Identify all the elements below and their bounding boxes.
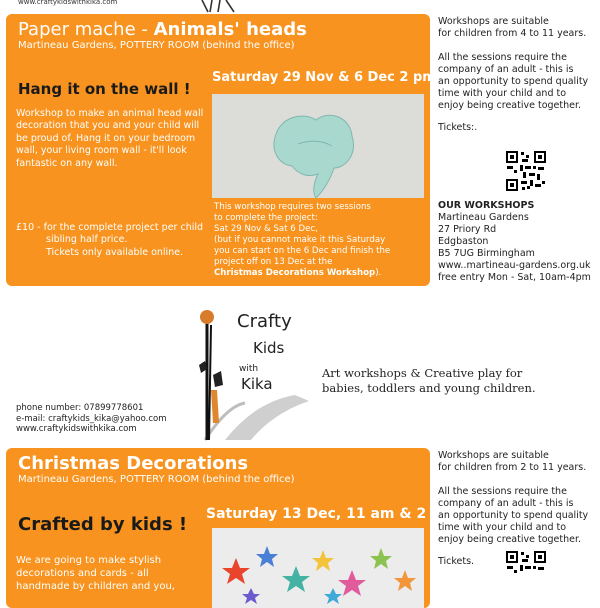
website-link[interactable]: www..martineau-gardens.org.uk [438,260,591,271]
top-url[interactable]: www.craftykidswithkika.com [18,0,118,6]
event-card-paper-mache [6,14,487,286]
contact-details [16,403,167,435]
tickets-label: Tickets. [438,556,475,567]
event-datetime: Saturday 29 Nov & 6 Dec 2 pm - 3 pm [212,70,487,85]
event-tagline: Hang it on the wall ! [18,80,191,98]
ages-text: Workshops are suitable for children from 2 to 11 years. [438,450,587,473]
event-title: Paper mache - Animals' heads [18,19,307,40]
adult-text: All the sessions require the company of an adult - this is an opportunity to spend quality time with your child and to enjoy being creative together. [438,486,589,545]
logo-word-kika: Kika [241,375,273,393]
tickets-label: Tickets:. [438,122,478,133]
event-price: £10 - for the complete project per child sibling half price. Tickets only available online. [16,222,204,258]
website-url[interactable]: www.craftykidswithkika.com [16,424,137,434]
services-tagline: Art workshops & Creative play for babies, toddlers and young children. [322,366,536,395]
event-location: Martineau Gardens, POTTERY ROOM (behind the office) [18,474,295,485]
elephant-head-photo [212,94,424,198]
event-location: Martineau Gardens, POTTERY ROOM (behind the office) [18,40,295,51]
crafty-kids-logo [185,305,315,440]
event-tagline: Crafted by kids ! [18,514,188,535]
event-description: We are going to make stylish decorations and cards - all handmade by children and you, [16,555,175,592]
logo-word-with: with [239,364,259,374]
side-info-1 [438,16,598,134]
our-workshops-block: OUR WORKSHOPS Martineau Gardens 27 Priory Rd Edgbaston B5 7UG Birmingham www..martineau-gardens.org.uk free entry Mon - Sat, 10am-4pm [438,200,598,284]
logo-word-kids: Kids [253,339,285,357]
ages-text: Workshops are suitable for children from 4 to 11 years. [438,16,587,39]
paper-stars-photo [212,528,424,608]
adult-text: All the sessions require the company of an adult - this is an opportunity to spend quality time with your child and to enjoy being creative together. [438,52,589,111]
event-card-christmas [6,448,456,608]
session-note: This workshop requires two sessions to complete the project: Sat 29 Nov & Sat 6 Dec, (but if you cannot make it this Saturday you can start on the 6 Dec and finish the project off on 13 Dec at the Christmas Decorations Workshop). [214,202,391,278]
logo-word-crafty: Crafty [237,311,292,332]
event-title: Christmas Decorations [18,453,249,474]
event-datetime: Saturday 13 Dec, 11 am & 2 pm [206,506,456,522]
qr-code-tickets[interactable] [505,150,547,192]
event-description: Workshop to make an animal head wall decoration that you and your child will be proud of. Hang it on your bedroom wall, your living room wall - it'll look fantastic on any wall. [16,108,204,169]
top-logo-fragment [198,0,238,14]
qr-code-tickets-2[interactable] [505,550,547,592]
phone-number: phone number: 07899778601 [16,403,144,413]
email-address[interactable]: e-mail: craftykids_kika@yahoo.com [16,413,167,424]
